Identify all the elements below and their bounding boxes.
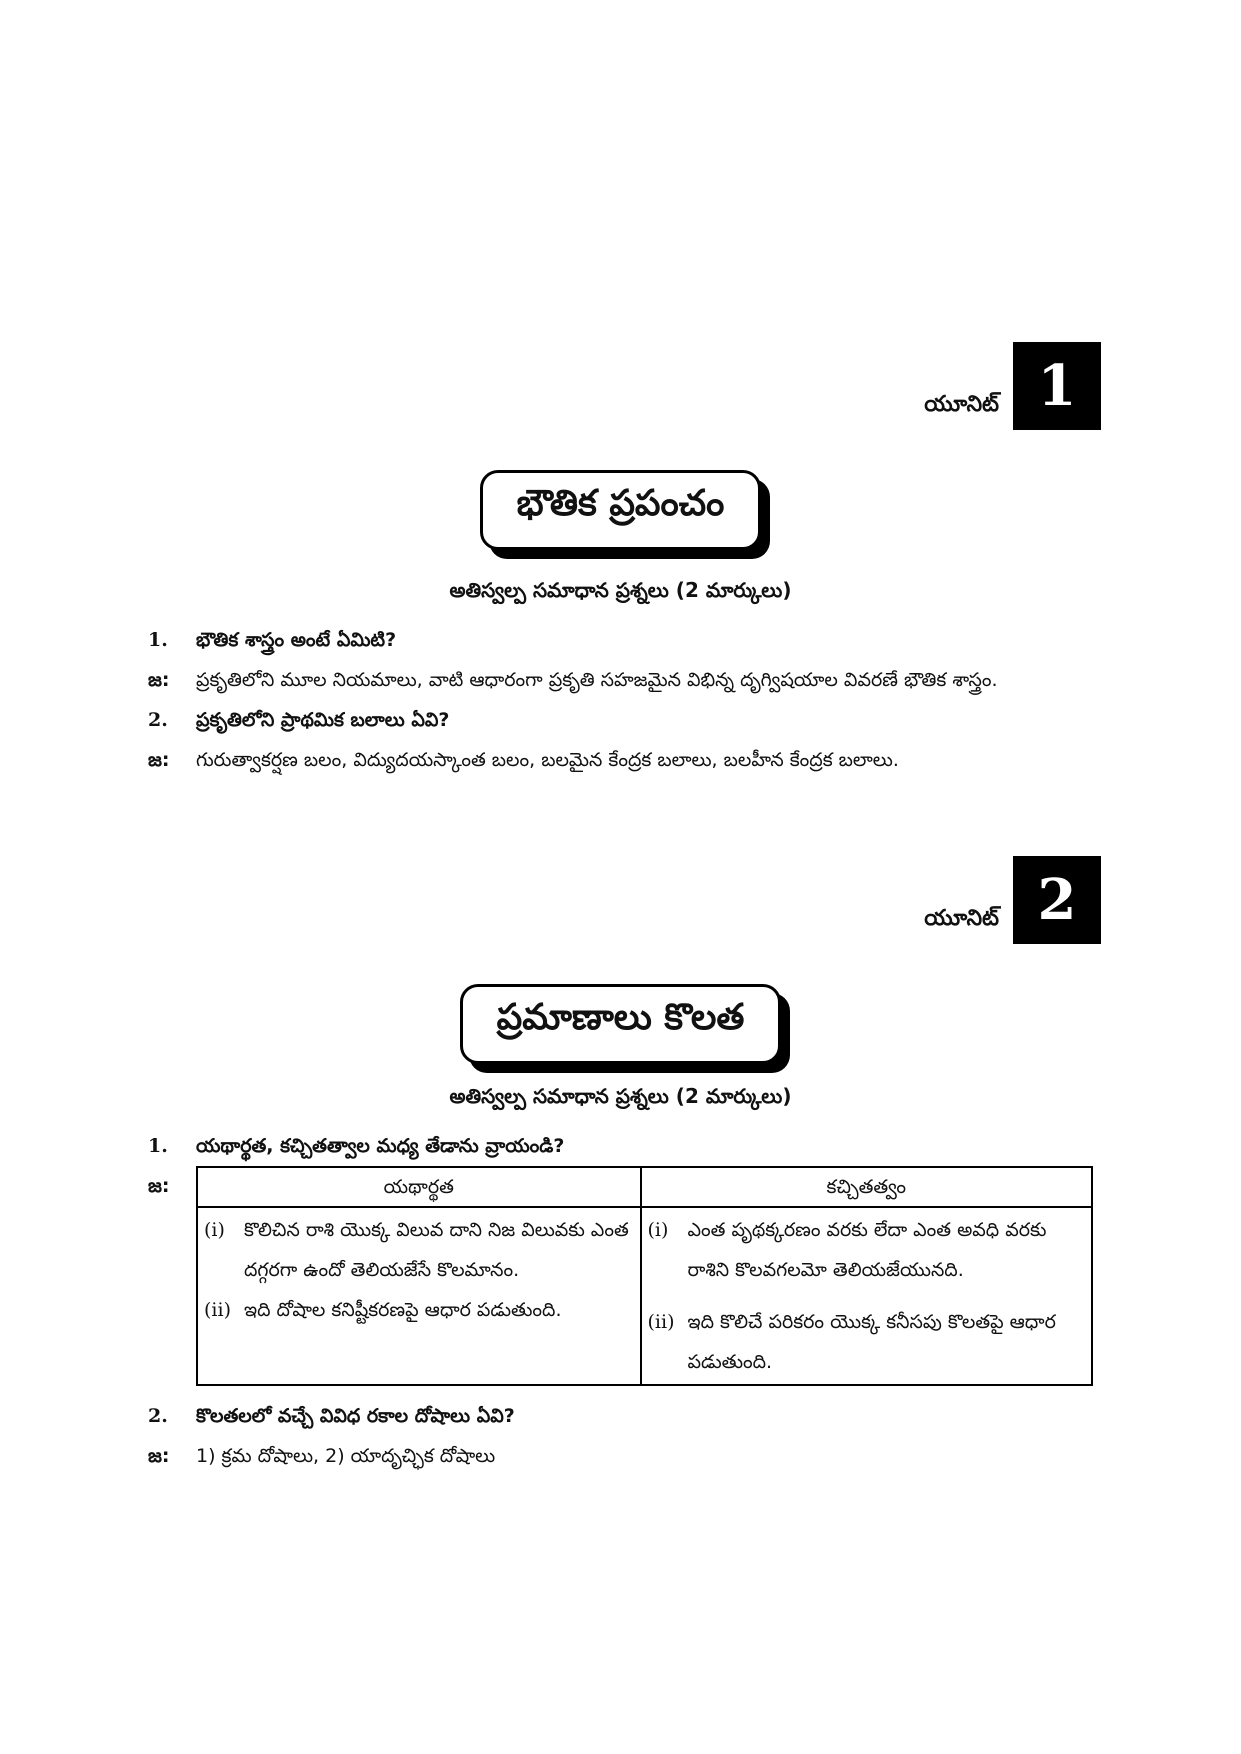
- answer-text: ప్రకృతిలోని మూల నియమాలు, వాటి ఆధారంగా ప్రకృతి సహజమైన విభిన్న దృగ్విషయాల వివరణే భౌతిక శాస్త్రం.: [196, 669, 998, 691]
- unit-1-qa: [148, 620, 1093, 780]
- item-number: (ii): [647, 1311, 675, 1333]
- answer-row: [148, 740, 1093, 780]
- comparison-table: [196, 1166, 1093, 1386]
- list-item: [204, 1290, 634, 1330]
- answer-label: జ:: [148, 1175, 170, 1197]
- table-header: యథార్థత: [197, 1167, 641, 1207]
- answer-row: [148, 1436, 1093, 1476]
- table-row: [197, 1207, 1092, 1385]
- answer-text: గురుత్వాకర్షణ బలం, విద్యుదయస్కాంత బలం, బలమైన కేంద్రక బలాలు, బలహీన కేంద్రక బలాలు.: [196, 749, 899, 771]
- list-item: [648, 1210, 1085, 1290]
- list-item: [204, 1210, 634, 1290]
- question-number: 1.: [148, 629, 168, 651]
- question-text: యథార్థత, కచ్చితత్వాల మధ్య తేడాను వ్రాయండి?: [196, 1135, 565, 1157]
- question-row: [148, 700, 1093, 740]
- table-cell-accuracy: [197, 1207, 641, 1385]
- table-header-row: [197, 1167, 1092, 1207]
- table-cell-precision: [641, 1207, 1092, 1385]
- answer-label: జ:: [148, 1445, 170, 1467]
- item-text: కొలిచిన రాశి యొక్క విలువ దాని నిజ విలువకు ఎంత దగ్గరగా ఉందో తెలియజేసే కొలమానం.: [244, 1219, 629, 1281]
- answer-label: జ:: [148, 749, 170, 771]
- section-heading: అతిస్వల్ప సమాధాన ప్రశ్నలు (2 మార్కులు): [449, 1084, 792, 1108]
- question-row: [148, 1396, 1093, 1436]
- unit-number-badge: 1: [1013, 342, 1101, 430]
- spacer: [648, 1290, 1085, 1302]
- item-text: ఎంత పృథక్కరణం వరకు లేదా ఎంత అవధి వరకు రాశిని కొలవగలమో తెలియజేయునది.: [687, 1219, 1047, 1281]
- unit-2-header: [924, 856, 1101, 944]
- item-number: (i): [204, 1219, 225, 1241]
- answer-label: జ:: [148, 669, 170, 691]
- chapter-title: ప్రమాణాలు కొలత: [460, 984, 782, 1064]
- unit-1-title-wrap: [0, 470, 1241, 550]
- chapter-title: భౌతిక ప్రపంచం: [480, 470, 762, 550]
- question-row: [148, 1126, 1093, 1166]
- item-text: ఇది దోషాల కనిష్టీకరణపై ఆధార పడుతుంది.: [244, 1299, 562, 1321]
- item-number: (i): [647, 1219, 669, 1241]
- answer-row: [148, 660, 1093, 700]
- unit-label: యూనిట్: [924, 906, 999, 931]
- question-row: [148, 620, 1093, 660]
- item-text: ఇది కొలిచే పరికరం యొక్క కనీసపు కొలతపై ఆధార పడుతుంది.: [687, 1311, 1056, 1373]
- unit-label: యూనిట్: [924, 392, 999, 417]
- question-number: 2.: [148, 1405, 168, 1427]
- question-number: 1.: [148, 1135, 168, 1157]
- unit-2-title-wrap: [0, 984, 1241, 1064]
- question-text: భౌతిక శాస్త్రం అంటే ఏమిటి?: [196, 629, 397, 651]
- question-number: 2.: [148, 709, 168, 731]
- table-header: కచ్చితత్వం: [641, 1167, 1092, 1207]
- question-text: ప్రకృతిలోని ప్రాథమిక బలాలు ఏవి?: [196, 709, 450, 731]
- answer-text: 1) క్రమ దోషాలు, 2) యాదృచ్ఛిక దోషాలు: [196, 1445, 496, 1467]
- question-text: కొలతలలో వచ్చే వివిధ రకాల దోషాలు ఏవి?: [196, 1405, 515, 1427]
- item-number: (ii): [204, 1299, 231, 1321]
- list-item: [648, 1302, 1085, 1382]
- unit-2-qa: [148, 1126, 1093, 1476]
- unit-1-header: [924, 342, 1101, 430]
- answer-row: [148, 1166, 1093, 1386]
- section-heading: అతిస్వల్ప సమాధాన ప్రశ్నలు (2 మార్కులు): [449, 578, 792, 602]
- unit-number-badge: 2: [1013, 856, 1101, 944]
